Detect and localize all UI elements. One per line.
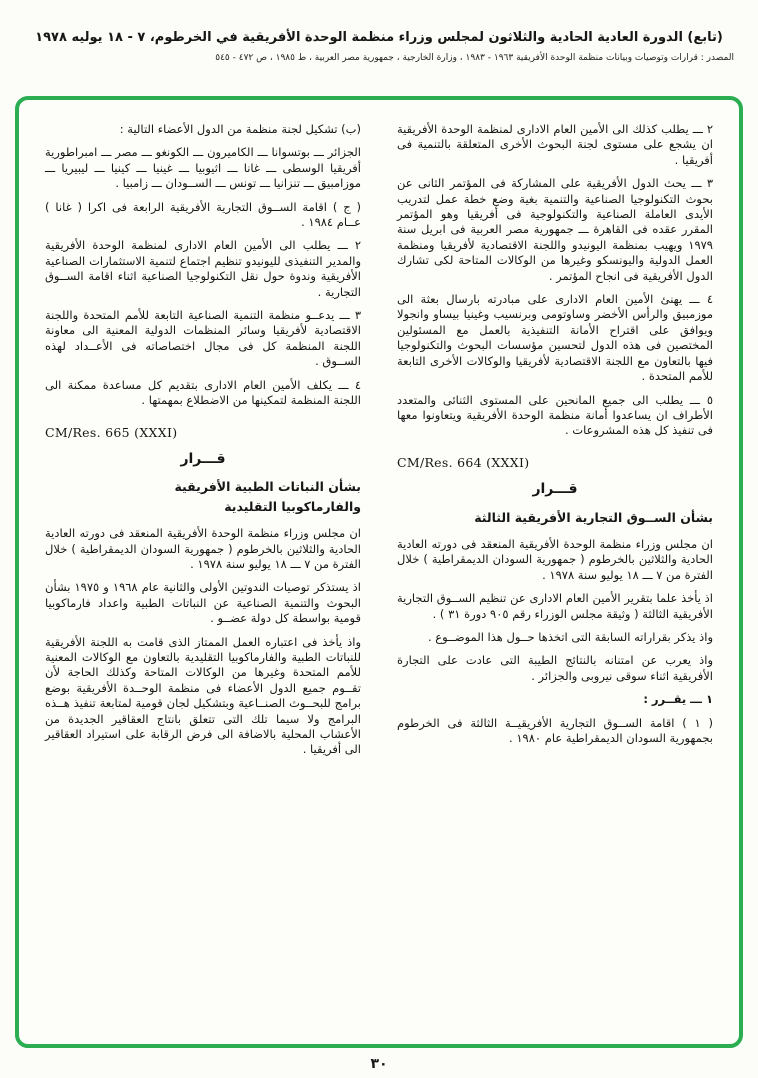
- header-title: (تابع) الدورة العادية الحادية والثلاثون لمجلس وزراء منظمة الوحدة الأفريقية في الخرطوم، ٧ - ١٨ يوليه ١٩٧٨: [35, 30, 723, 45]
- header-source-line: المصدر : قرارات وتوصيات وبيانات منظمة الوحدة الأفريقية ١٩٦٣ - ١٩٨٣ ، وزارة الخارجية ، جمهورية مصر العربية ، ط ١٩٨٥ ، ص ٤٧٢ - ٥٤٥: [215, 53, 734, 63]
- para-res664-item-c: ( ج ) اقامة الســوق التجارية الأفريقية الرابعة فى اكرا ( غانا ) عــام ١٩٨٤ .: [45, 199, 361, 230]
- para-res664-item4: ٤ ـــ يكلف الأمين العام الادارى بتقديم كل مساعدة ممكنة الى اللجنة المنظمة لتمكينها من الاضطلاع بمهمتها .: [45, 377, 361, 408]
- para-res664-report: اذ يأخذ علما بتقرير الأمين العام الادارى عن تنظيم الســوق التجارية الأفريقية الثالثة ( وثيقة مجلس الوزراء رقم ٩٠٥ دورة ٣١ ) .: [397, 591, 713, 621]
- para-res664-thanks: واذ يعرب عن امتنانه بالنتائج الطيبة التى عادت على التجارة الأفريقية اثناء سوقى نيروبى والجزائر .: [397, 653, 713, 683]
- para-res664-item3: ٣ ـــ يدعــو منظمة التنمية الصناعية التابعة للأمم المتحدة واللجنة الاقتصادية لأفريقيا وسائر المنظمات الدولية المعنية الى معاونة اللجنة المنظمة كل فى مجال اختصاصاته فى الأعــداد لهذه الســوق .: [45, 308, 361, 369]
- para-res664-recall: واذ يذكر بقراراته السابقة التى اتخذها حــول هذا الموضــوع .: [427, 629, 713, 644]
- resolution-665-heading: قـــرار: [180, 450, 226, 467]
- para-res664-intro: ان مجلس وزراء منظمة الوحدة الأفريقية المنعقد فى دورته العادية الحادية والثلاثين بالخرطوم ( جمهورية السودان الديمقراطية ) خلال الفترة من ٧ ـــ ١٨ يوليو سنة ١٩٧٨ .: [397, 536, 713, 582]
- para-res665-intro: ان مجلس وزراء منظمة الوحدة الأفريقية المنعقد فى دورته العادية الحادية والثلاثين بالخرطوم ( جمهورية السودان الديمقراطية ) خلال الفترة من ٧ ـــ ١٨ يوليو سنة ١٩٧٨ .: [45, 526, 361, 571]
- page-number: ٣٠: [370, 1056, 388, 1072]
- para-res664-item-b: (ب) تشكيل لجنة منظمة من الدول الأعضاء التالية :: [119, 122, 361, 136]
- resolution-664-heading: قـــرار: [532, 481, 578, 498]
- para-res664-item1: ( ١ ) اقامة الســوق التجارية الأفريقيــة الثالثة فى الخرطوم بجمهورية السودان الديمقراطية عام ١٩٨٠ .: [397, 715, 713, 745]
- para-res665-recall: اذ يستذكر توصيات الندوتين الأولى والثانية عام ١٩٦٨ و ١٩٧٥ بشأن البحوث والتنمية الصناعية عن النباتات الطبية واعداد فارماكوبيا قومية بواسطة كل دولة عضــو .: [45, 580, 361, 626]
- para-res664-decides: ١ ـــ يقــرر :: [643, 692, 713, 707]
- page-header: [0, 30, 758, 63]
- column-right: [397, 122, 713, 1028]
- page-footer: [0, 1056, 758, 1072]
- resolution-ref-665: CM/Res. 665 (XXXI): [45, 424, 178, 440]
- para-res663-item2: ٢ ـــ يطلب كذلك الى الأمين العام الادارى لمنظمة الوحدة الأفريقية ان يشجع على مستوى لجنة البحوث الأخرى المتعلقة بالتنمية فى أفريقيا .: [397, 122, 713, 167]
- para-res665-considering: واذ يأخذ فى اعتباره العمل الممتاز الذى قامت به اللجنة الأفريقية للنباتات الطبية والفارماكوبيا التقليدية بالتعاون مع الوكالات المعنية للأمم المتحدة وغيرها من الوكالات المتاحة وكذلك الحاجة لأن تقــوم جميع الدول الأعضاء فى منظمة الوحــدة الأفريقية بوضع برامج للبحــوث الصنــاعية وبتشكيل لجان قومية لمتابعة تنفيذ هــذه البرامج ولا سيما تلك التى تتعلق بانتاج العقاقير الجديدة من الأعشاب المحلية بالاضافة الى فرض الرقابة على استيراد العقاقير الى أفريقيا .: [45, 634, 361, 757]
- para-res663-item4: ٤ ـــ يهنئ الأمين العام الادارى على مبادرته بارسال بعثة الى موزمبيق والرأس الأخضر وساوتومى وبرنسيب وغينيا بيساو وانجولا ويوافق على اقتراح الأمانة التنفيذية بالعمل مع المسئولين المختصين فى هذه الدول لتحسين مؤسسات البحوث والتكنولوجيا فيها بالتعاون مع اللجنة الاقتصادية لأفريقيا والوكالات الأخرى التابعة للأمم المتحدة .: [397, 292, 713, 384]
- resolution-ref-664: CM/Res. 664 (XXXI): [397, 454, 530, 470]
- resolution-665-subject-line1: بشأن النباتات الطبية الأفريقية: [174, 479, 361, 495]
- para-res664-item2: ٢ ـــ يطلب الى الأمين العام الادارى لمنظمة الوحدة الأفريقية والمدير التنفيذى لليونيدو تنظيم اجتماع لتنمية الاستثمارات الصناعية الأفريقية وندوة حول نقل التكنولوجيا الصناعية اثناء اقامة الســوق التجارية .: [45, 238, 361, 299]
- resolution-664-subject: بشأن الســوق التجارية الأفريقية الثالثة: [474, 509, 713, 525]
- para-res663-item5: ٥ ـــ يطلب الى جميع المانحين على المستوى الثنائى والمتعدد الأطراف ان يساعدوا أمانة منظمة الوحدة الأفريقية ويتعاونوا معها فى تنفيذ كل هذه المشروعات .: [397, 392, 713, 438]
- para-res663-item3: ٣ ـــ يحث الدول الأفريقية على المشاركة فى المؤتمر الثانى عن بحوث التكنولوجيا الصناعية والتنمية بغية وضع خطة عمل لتدريب الأيدى العاملة الصناعية والتكنولوجية فى أفريقيا وهو المؤتمر المقرر عقده فى القاهرة ـــ جمهورية مصر العربية فى ابريل سنة ١٩٧٩ ويهيب بمنظمة اليونيدو واللجنة الاقتصادية لأفريقيا ومنظمة العمل الدولية واليونسكو وغيرها من الوكالات المتاحة لكى تشارك الدول الأفريقية فى انجاح المؤتمر .: [397, 176, 713, 283]
- content-border-box: [15, 96, 743, 1048]
- resolution-665-subject-line2: والفارماكوبيا التقليدية: [224, 498, 361, 514]
- para-committee-countries: الجزائر ـــ بوتسوانا ـــ الكاميرون ـــ الكونغو ـــ مصر ـــ امبراطورية أفريقيا الوسطى ـــ غانا ـــ اثيوبيا ـــ غينيا ـــ كينيا ـــ ليبيريا ـــ موزامبيق ـــ تنزانيا ـــ تونس ـــ الســودان ـــ زامبيا .: [45, 145, 361, 191]
- column-left: [45, 122, 361, 1028]
- two-column-layout: [45, 122, 713, 1028]
